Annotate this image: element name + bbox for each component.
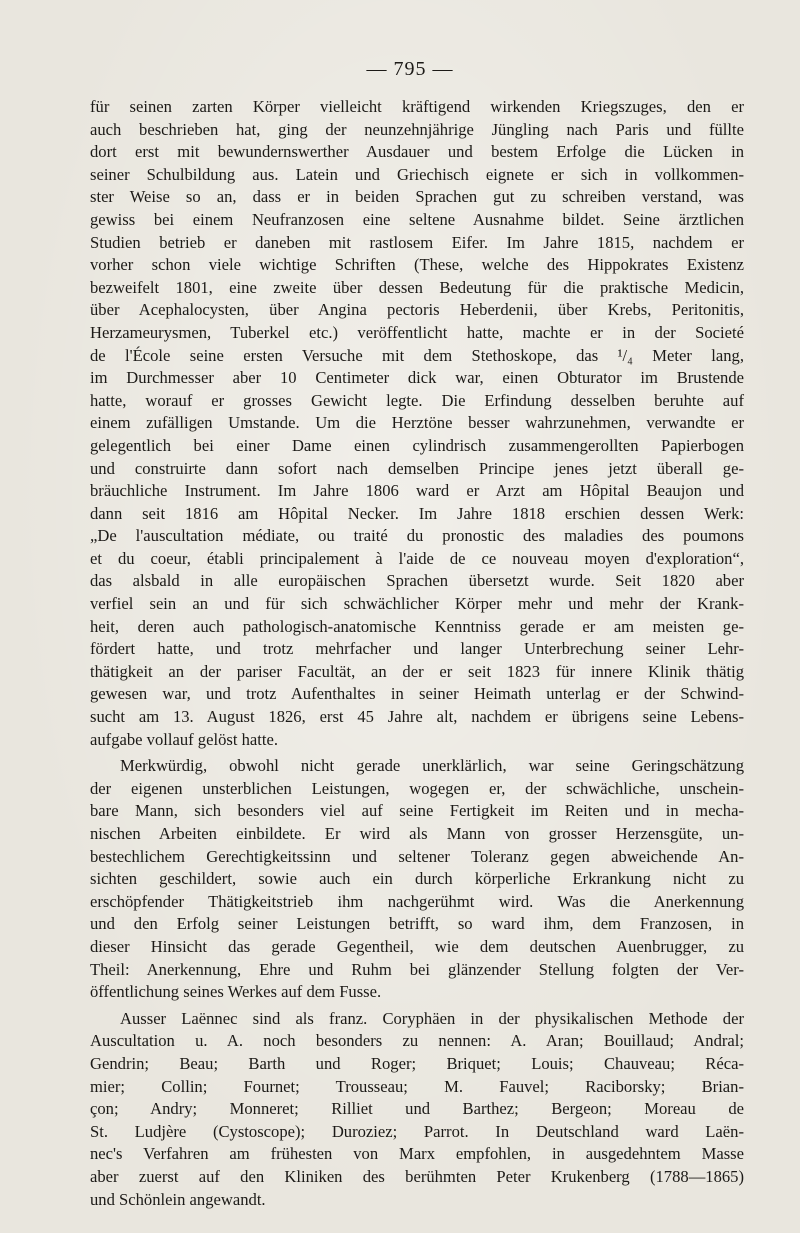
text-line: erschöpfender Thätigkeitstrieb ihm nachgerühmt wird. Was die Anerkennung	[90, 891, 744, 911]
text-line: gewiss bei einem Neufranzosen eine seltene Ausnahme bildet. Seine ärztlichen	[90, 209, 744, 229]
page-number: — 795 —	[366, 58, 454, 80]
text-line: nec's Verfahren am frühesten von Marx empfohlen, in ausgedehntem Masse	[90, 1144, 744, 1164]
text-line: Gendrin; Beau; Barth und Roger; Briquet; Louis; Chauveau; Réca-	[90, 1053, 744, 1073]
text-line: bestechlichem Gerechtigkeitssinn und seltener Toleranz gegen abweichende An-	[90, 846, 744, 866]
text-line: nischen Arbeiten einbildete. Er wird als Mann von grosser Herzensgüte, un-	[90, 824, 744, 843]
text-line: über Acephalocysten, über Angina pectoris Heberdenii, über Krebs, Peritonitis,	[90, 300, 744, 320]
text-line: vorher schon viele wichtige Schriften (These, welche des Hippokrates Existenz	[90, 255, 744, 275]
paragraph-2	[90, 755, 744, 1004]
text-line: bräuchliche Instrument. Im Jahre 1806 ward er Arzt am Hôpital Beaujon und	[90, 481, 744, 501]
text-line: et du coeur, établi principalement à l'aide de ce nouveau moyen d'exploration“,	[90, 548, 744, 568]
text-line: und construirte dann sofort nach demselben Principe jenes jetzt überall ge-	[90, 458, 744, 478]
text-line: dieser Hinsicht das gerade Gegentheil, wie dem deutschen Auenbrugger, zu	[90, 936, 744, 956]
text-line: aufgabe vollauf gelöst hatte.	[90, 729, 278, 749]
text-line: einem zufälligen Umstande. Um die Herztöne besser wahrzunehmen, verwandte er	[90, 413, 744, 433]
text-line: im Durchmesser aber 10 Centimeter dick war, einen Obturator im Brustende	[90, 368, 744, 388]
text-line: bezweifelt 1801, eine zweite über dessen Bedeutung für die praktische Medicin,	[90, 277, 744, 297]
body-text	[90, 96, 744, 1211]
text-line: çon; Andry; Monneret; Rilliet und Barthez; Bergeon; Moreau de	[90, 1099, 744, 1119]
text-line: mier; Collin; Fournet; Trousseau; M. Fauvel; Raciborsky; Brian-	[90, 1076, 744, 1096]
text-line: dann seit 1816 am Hôpital Necker. Im Jahre 1818 erschien dessen Werk:	[90, 503, 744, 523]
paragraph-1	[90, 96, 744, 751]
text-line: thätigkeit an der pariser Facultät, an der er seit 1823 für innere Klinik thätig	[90, 661, 744, 681]
text-line: verfiel sein an und für sich schwächlicher Körper mehr und mehr der Krank-	[90, 594, 744, 614]
text-line: heit, deren auch pathologisch-anatomische Kenntniss gerade er am meisten ge-	[90, 616, 744, 636]
text-line: sichten geschildert, sowie auch ein durch körperliche Erkrankung nicht zu	[90, 869, 744, 889]
text-line: dort erst mit bewundernswerther Ausdauer und bestem Erfolge die Lücken in	[90, 142, 744, 162]
text-line: und Schönlein angewandt.	[90, 1189, 266, 1209]
text-line: Studien betrieb er daneben mit rastlosem Eifer. Im Jahre 1815, nachdem er	[90, 232, 744, 252]
paragraph-3	[90, 1008, 744, 1211]
text-line: der eigenen unsterblichen Leistungen, wogegen er, der schwächliche, unschein-	[90, 778, 744, 798]
text-line: Auscultation u. A. noch besonders zu nennen: A. Aran; Bouillaud; Andral;	[90, 1031, 744, 1051]
text-line: für seinen zarten Körper vielleicht kräftigend wirkenden Kriegszuges, den er	[90, 97, 744, 116]
text-line: Merkwürdig, obwohl nicht gerade unerklärlich, war seine Geringschätzung	[120, 756, 744, 776]
text-line: gelegentlich bei einer Dame einen cylindrisch zusammengerollten Papierbogen	[90, 435, 744, 455]
text-line: hatte, worauf er grosses Gewicht legte. Die Erfindung desselben beruhte auf	[90, 390, 744, 410]
text-line: auch beschrieben hat, ging der neunzehnjährige Jüngling nach Paris und füllte	[90, 119, 744, 139]
text-line: Ausser Laënnec sind als franz. Coryphäen in der physikalischen Methode der	[120, 1008, 744, 1028]
text-line: seiner Schulbildung aus. Latein und Griechisch eignete er sich in vollkommen-	[90, 164, 744, 184]
text-line: Theil: Anerkennung, Ehre und Ruhm bei glänzender Stellung folgten der Ver-	[90, 959, 744, 979]
text-line: bare Mann, sich besonders viel auf seine Fertigkeit im Reiten und in mecha-	[90, 801, 744, 821]
text-line: öffentlichung seines Werkes auf dem Fusse.	[90, 982, 382, 1002]
text-line: aber zuerst auf den Kliniken des berühmten Peter Krukenberg (1788—1865)	[90, 1166, 744, 1186]
text-line: „De l'auscultation médiate, ou traité du pronostic des maladies des poumons	[90, 526, 744, 546]
text-line: St. Ludjère (Cystoscope); Duroziez; Parrot. In Deutschland ward Laën-	[90, 1121, 744, 1141]
text-line: ster Weise so an, dass er in beiden Sprachen gut zu schreiben verstand, was	[90, 187, 744, 207]
text-line: de l'École seine ersten Versuche mit dem Stethoskope, das ¹/₄ Meter lang,	[90, 345, 744, 365]
text-line: sucht am 13. August 1826, erst 45 Jahre alt, nachdem er übrigens seine Lebens-	[90, 707, 744, 727]
text-line: und den Erfolg seiner Leistungen betrifft, so ward ihm, dem Franzosen, in	[90, 914, 744, 934]
text-line: fördert hatte, und trotz mehrfacher und langer Unterbrechung seiner Lehr-	[90, 639, 744, 659]
text-line: Herzameurysmen, Tuberkel etc.) veröffentlicht hatte, machte er in der Societé	[90, 322, 744, 342]
text-line: das alsbald in alle europäischen Sprachen übersetzt wurde. Seit 1820 aber	[90, 571, 744, 591]
text-line: gewesen war, und trotz Aufenthaltes in seiner Heimath unterlag er der Schwind-	[90, 684, 744, 704]
